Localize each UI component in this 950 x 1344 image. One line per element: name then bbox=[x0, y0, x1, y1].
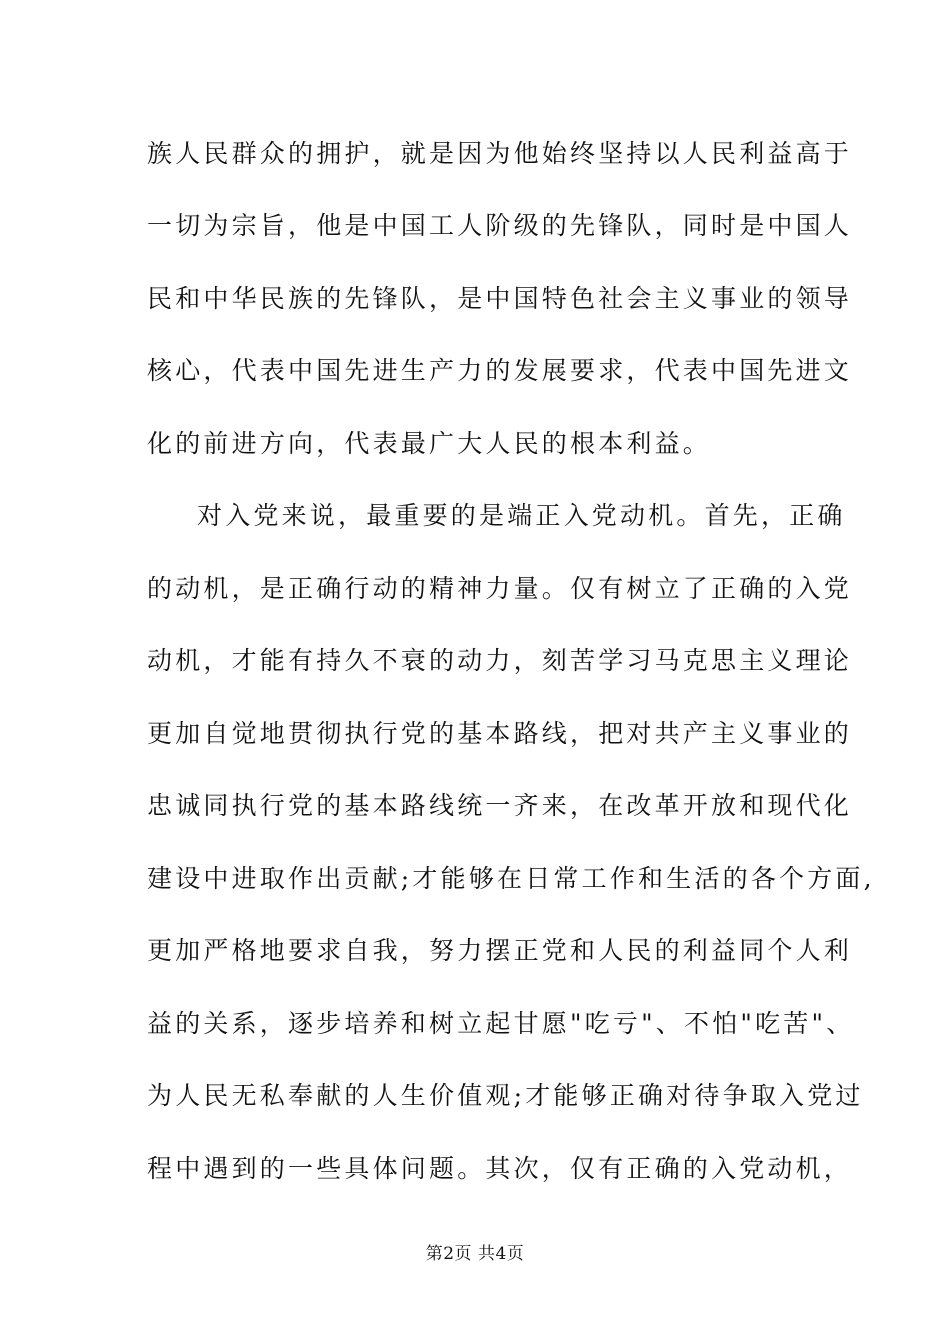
body-text-line: 更加自觉地贯彻执行党的基本路线，把对共产主义事业的 bbox=[147, 719, 853, 748]
body-text-line: 更加严格地要求自我，努力摆正党和人民的利益同个人利 bbox=[147, 936, 853, 965]
body-text-line: 动机，才能有持久不衰的动力，刻苦学习马克思主义理论 bbox=[147, 646, 853, 675]
body-text-line: 益的关系，逐步培养和树立起甘愿"吃亏"、不怕"吃苦"、 bbox=[147, 1009, 855, 1038]
page-number-footer: 第2页 共4页 bbox=[425, 1244, 525, 1264]
body-text-line: 的动机，是正确行动的精神力量。仅有树立了正确的入党 bbox=[147, 574, 853, 603]
body-text-line: 化的前进方向，代表最广大人民的根本利益。 bbox=[147, 429, 712, 458]
body-text-line: 核心，代表中国先进生产力的发展要求，代表中国先进文 bbox=[147, 356, 853, 385]
body-text-line: 族人民群众的拥护，就是因为他始终坚持以人民利益高于 bbox=[147, 139, 853, 168]
body-text-line: 为人民无私奉献的人生价值观;才能够正确对待争取入党过 bbox=[147, 1081, 864, 1110]
body-text-line: 建设中进取作出贡献;才能够在日常工作和生活的各个方面, bbox=[147, 864, 875, 893]
body-text-line: 忠诚同执行党的基本路线统一齐来，在改革开放和现代化 bbox=[147, 791, 853, 820]
paragraph-first-line: 对入党来说，最重要的是端正入党动机。首先，正确 bbox=[197, 501, 846, 530]
body-text-line: 一切为宗旨，他是中国工人阶级的先锋队，同时是中国人 bbox=[147, 211, 853, 240]
body-text-line: 程中遇到的一些具体问题。其次，仅有正确的入党动机， bbox=[147, 1154, 853, 1183]
body-text-line: 民和中华民族的先锋队，是中国特色社会主义事业的领导 bbox=[147, 284, 853, 313]
